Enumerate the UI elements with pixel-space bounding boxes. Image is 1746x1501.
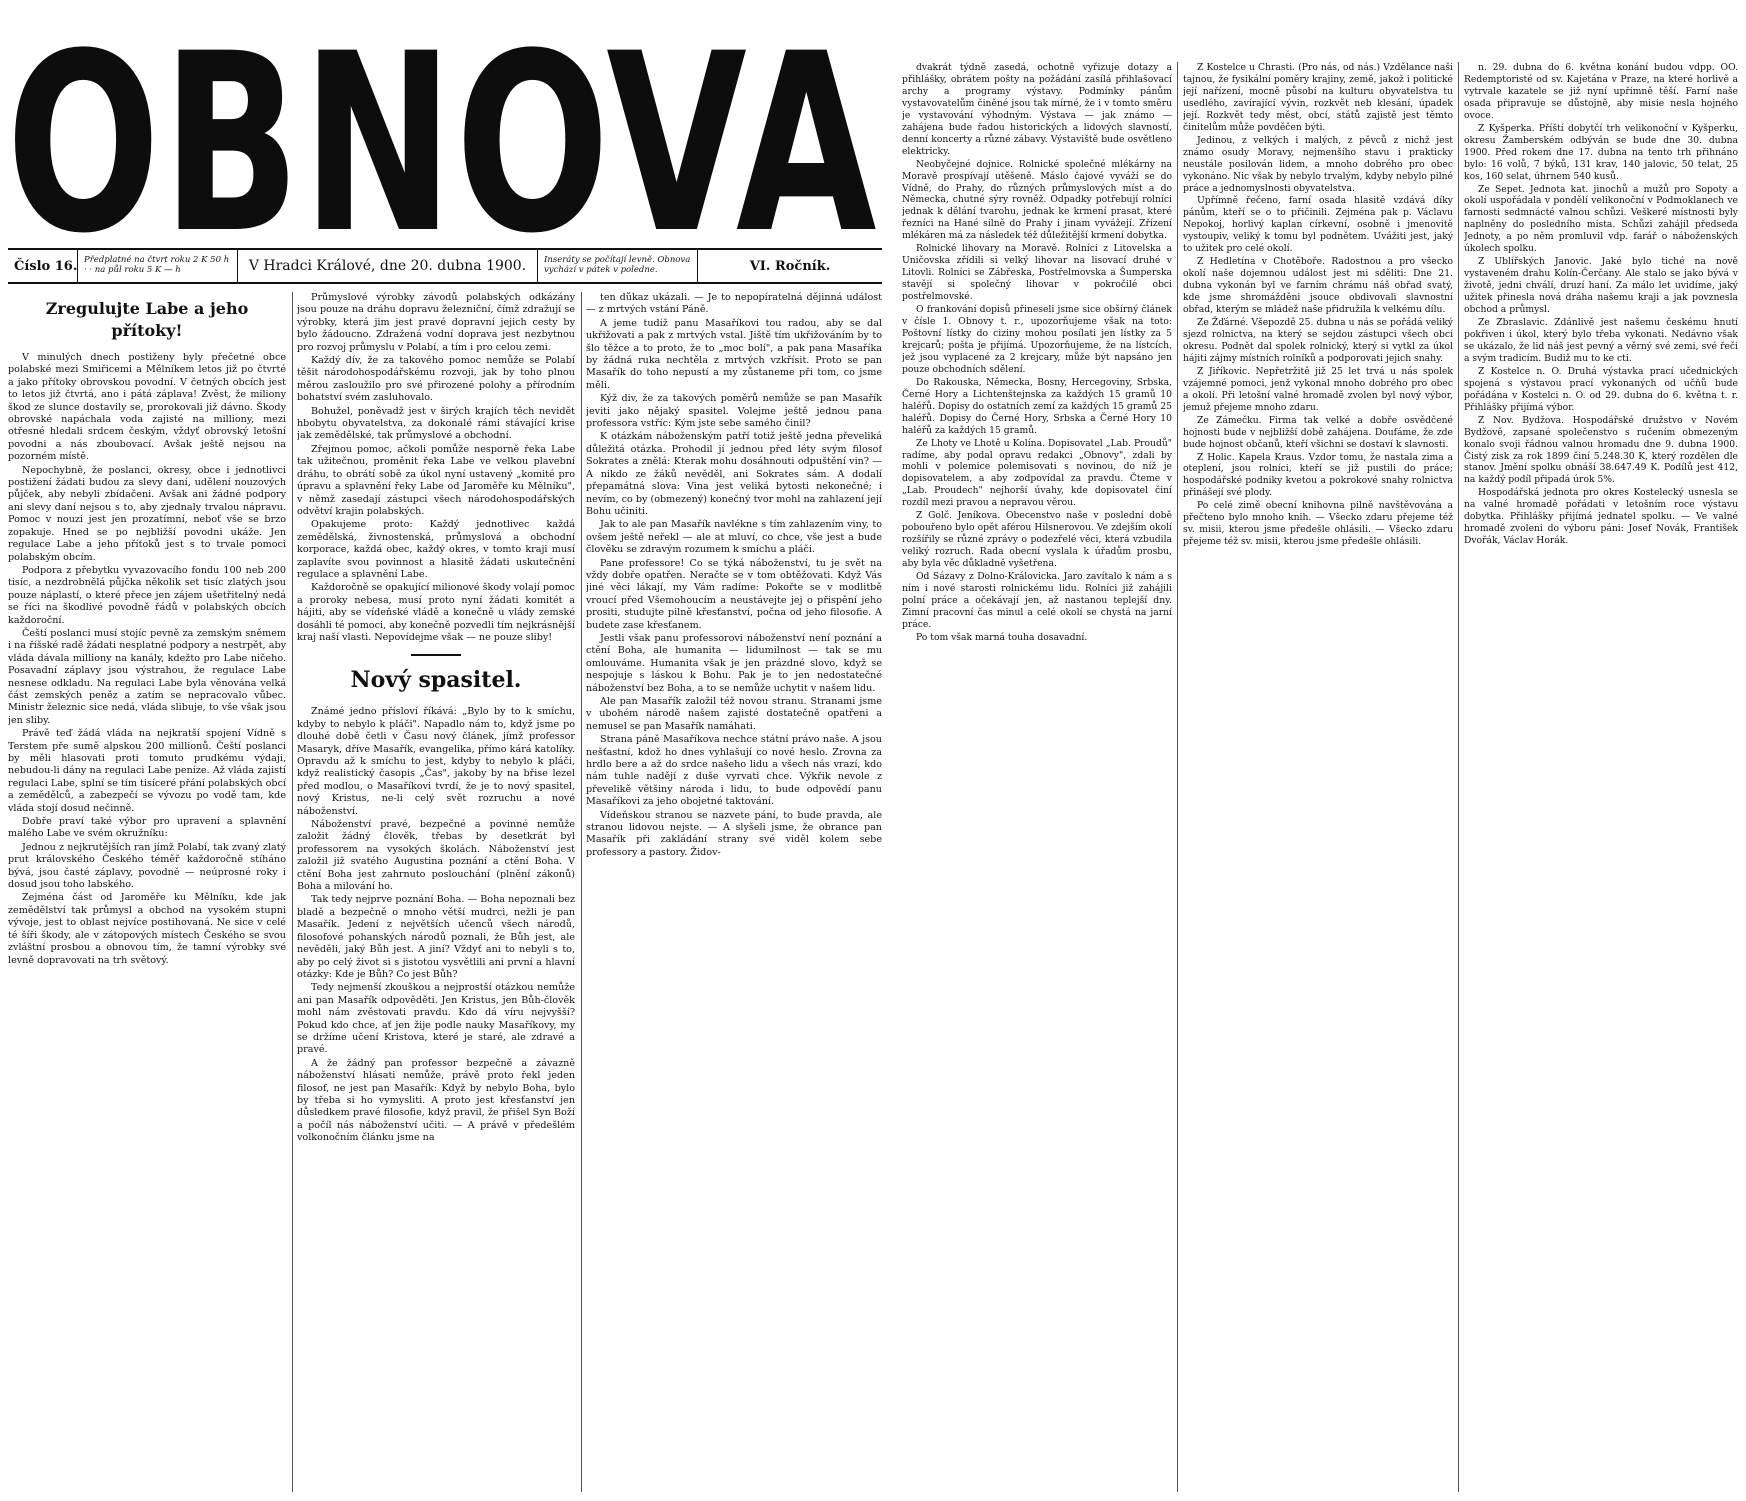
inner-page — [902, 0, 1746, 1501]
paragraph: O frankování dopisů přineseli jsme sice obšírný článek v čísle 1. Obnovy t. r., upozorňujeme však na toto: Poštovní lístky do ciziny mohou posílati jen lístky za 5 krejcarů; pošta je přijímá. Upozorňujeme, že na lístcích, jež jsou vyplacené za 2 krejcary, může být napsáno jen pouze obchodních sdělení. — [902, 304, 1172, 375]
paragraph: Dobře praví také výbor pro upravení a splavnění malého Labe ve svém okružníku: — [8, 816, 286, 840]
logo-title: OBNOVA — [6, 14, 878, 246]
paragraph: Vídeňskou stranou se nazvete pání, to bude pravda, ale stranou lidovou nejste. — A slyšeli jsme, že obrance pan Masařík při zakládání strany své viděl kolem sebe professory a pastory. Židov- — [586, 809, 882, 858]
front-column-2 — [297, 292, 575, 1492]
paragraph: Z Holic. Kapela Kraus. Vzdor tomu, že nastala zima a oteplení, jsou rolníci, kteří se již pustili do práce; hospodářské podniky kvetou a pokrokové snahy rolnictva přinášejí své plody. — [1183, 451, 1453, 499]
issue-number: Číslo 16. — [8, 250, 78, 282]
column-divider — [292, 292, 293, 1492]
paragraph: Nepochybně, že poslanci, okresy, obce i jednotlivci postižení žádati budou za slevy daní, udělení nouzových půjček, aby nebyli zbídačeni. Avšak ani žádné podpory ani slevy daní nejsou s to, aby zjednaly trvalou nápravu. Pomoc v nouzi jest jen prozatímní, neboť vše se brzo zopakuje. Hned se po nejbližší povodni ukáže. Jen regulace Labe a jeho přítoků jest s to trvale pomoci polabským obcím. — [8, 464, 286, 563]
paragraph: Opakujeme proto: Každý jednotlivec každá zemědělská, živnostenská, průmyslová a obchodní korporace, každá obec, každý okres, v tomto kraji musí zaplavíte svou povinnost a hlasitě žádati uskutečnění regulace a splavnění Labe. — [297, 519, 575, 580]
paragraph: Zejména část od Jaroměře ku Mělníku, kde jak zemědělství tak průmysl a obchod na vysokém stupni vývoje, jest to oblast nejvíce postihovaná. Ne sice v celé té šíři škody, ale v zátopových místech Českého se svou zvláštní prosbou a obnovou tím, že tamní výrobky své levně dopravovati na trh světový. — [8, 892, 286, 966]
paragraph: Z Kostelce u Chrasti. (Pro nás, od nás.) Vzdělance naši tajnou, že fysikální poměry krajiny, země, jakož i politické její nařízení, mocně působí na kulturu obyvatelstva tu usedlého, zavírající vývin, rozkvět neb klesání, úpadek její. Rozkvět tedy měst, obcí, států zajistě jest těmto činitelům může povděčen býti. — [1183, 62, 1453, 133]
column-divider — [1177, 62, 1178, 1492]
paragraph: Zřejmou pomoc, ačkoli pomůže nesporně řeka Labe tak užitečnou, proměnit řeka Labe ve velkou plavební dráhu, to obrátí sobě za úkol nyní ustavený „komité pro úpravu a splavnění řeky Labe od Jaroměře ku Mělníku", v němž zasedají zástupci všech národohospodářských odvětví krajin polabských. — [297, 443, 575, 517]
paragraph: Hospodářská jednota pro okres Kostelecký usnesla se na valné hromadě pořádati v letošním roce výstavu dobytka. Přihlášky přijímá jednatel spolku. — Ve valné hromadě zvoleni do výboru páni: Josef Novák, František Dvořák, Václav Horák. — [1464, 487, 1738, 547]
paragraph: Jednou z nejkrutějších ran jímž Polabí, tak zvaný zlatý prut královského Českého téměř každoročně stíháno bývá, jsou časté záplavy, povodně — neúprosné roky i dosud jsou toho labského. — [8, 841, 286, 891]
place-date: V Hradci Králové, dne 20. dubna 1900. — [238, 250, 538, 282]
column-divider — [1458, 62, 1459, 1492]
paragraph: Z Kyšperka. Příští dobytčí trh velikonoční v Kyšperku, okresu Žamberském odbýván se bude dne 30. dubna 1900. Před rokem dne 17. dubna na tento trh přihnáno bylo: 16 volů, 7 býků, 131 krav, 140 jalovic, 50 telat, 25 kos, 160 selat, úhrnem 540 kusů. — [1464, 122, 1738, 182]
paragraph: n. 29. dubna do 6. května konání budou vdpp. OO. Redemptoristé od sv. Kajetána v Praze, na které horlivě a vytrvale kazatele se již nyní upřímně těší. Farní naše osada připravuje se důstojně, aby misie nesla hojného ovoce. — [1464, 62, 1738, 121]
subscription-text: Předplatné na čtvrt roku 2 K 50 h · · na půl roku 5 K — h — [84, 255, 230, 275]
paragraph: Ze Zbraslavic. Zdánlivě jest našemu českému hnutí pokřiven i úkol, který bylo třeba vykonati. Nedávno však se ukázalo, že lid náš jest pevný a věrný své zemi, své řeči a svým tradicím. Budiž mu to ke cti. — [1464, 317, 1738, 364]
masthead — [2, 14, 882, 246]
paragraph: Právě teď žádá vláda na nejkratší spojení Vídně s Terstem pře sumě alpskou 200 millionů. Čeští poslanci by měli hlasovati proti tomuto prudkému výdaji, nebudou-li dány na regulaci Labe peníze. Až vláda zajistí regulaci Labe, splní se tím tisíceré přání polabských obcí a zemědělců, a zabezpečí se vývozu po vodě tam, kde vláda stojí dosud nečinně. — [8, 728, 286, 814]
obnova-logo — [2, 14, 882, 246]
paragraph: Náboženství pravé, bezpečné a povinné nemůže založit žádný člověk, třebas by desetkrát byl professorem na vysokých školách. Náboženství jest založil již svatého Augustina poznání a ctění Boha. V ctění Boha jest zahrnuto poslouchání (plnění zákonů) Boha a milování ho. — [297, 819, 575, 893]
paragraph: Bohužel, poněvadž jest v širých krajích těch nevidět hbobytu obyvatelstva, za dokonalé rámi stávající krise jak zemědělské, tak průmyslové a obchodní. — [297, 405, 575, 442]
paragraph: A že žádný pan professor bezpečně a závazně náboženství hlásati nemůže, právě proto řekl jeden filosof, ne jest pan Masařík: Když by nebylo Boha, bylo by třeba si ho vymysliti. A proto jest křesťanství jen důsledkem pravé filosofie, když pravil, že přišel Syn Boží a počíl nás náboženství učiti. — A právě v předešlém volkonočním článku jsme na — [297, 1057, 575, 1144]
subscription-price — [78, 250, 238, 282]
paragraph: Z Kostelce n. O. Druhá výstavka prací učednických spojená s výstavou prací vykonaných od učňů bude pořádána v Kostelci n. O. od 29. dubna do 6. května t. r. Přihlášky přijímá výbor. — [1464, 365, 1738, 413]
paragraph: Každoročně se opakující milionové škody volají pomoc a proroky nebesa, musí proto nyní žádati komitét a hájiti, aby se vídeňské vládě a konečně u vlády zemské dosáhli té pomoci, aby konečně pozvedli tím nejkrásnější kraj naší vlasti. Nepovídejme však — ne pouze sliby! — [297, 582, 575, 643]
front-column-1 — [8, 292, 286, 1492]
paragraph: Známé jedno přísloví říkává: „Bylo by to k smíchu, kdyby to nebylo k pláči". Napadlo nám to, když jsme po dlouhé době četli v Času nový článek, jímž professor Masaryk, dříve Masařík, evangelika, přímo kárá katolíky. Opravdu až k smíchu to jest, kdyby to nebylo k pláči, když realistický časopis „Čas", jakoby by na břise lezel před modlou, o Masaříkovi tvrdí, že je to nový spasitel, nový Kristus, ne-li celý svět rozruchu a nové náboženství. — [297, 706, 575, 817]
paragraph: Průmyslové výrobky závodů polabských odkázány jsou pouze na dráhu dopravu železniční, čímž zdražují se výrobky, která jim jest pravé dopravní jejich cesty by bylo žádoucno. Zdražená vodní doprava jest nezbytnou pro rozvoj průmyslu v Polabí, a tím i pro celou zemi. — [297, 292, 575, 353]
paragraph: Upřímně řečeno, farní osada hlasitě vzdává díky pánům, kteří se o to přičinili. Zejména pak p. Václavu Nepokoj, horlivý kaplan církevní, osobně i jmenovitě vystoupiv, veliký k tomu byl podnětem. Uvážiti jest, jaký to užitek pro celé okolí. — [1183, 195, 1453, 255]
inner-column-3 — [1464, 62, 1738, 1492]
paragraph: Ze Zámečku. Firma tak velké a dobře osvědčené hojnosti bude v nejbližší době zahájena. Doufáme, že zde bude hojnost občanů, kteří všichni se dostaví k slavnosti. — [1183, 414, 1453, 450]
headline-novy-spasitel: Nový spasitel. — [350, 667, 522, 694]
paragraph: Z Golč. Jeníkova. Obecenstvo naše v poslední době pobouřeno bylo opět aférou Hilsnerovou. Ve zdejším okolí rozšířily se různé zprávy o podezřelé věci, která vzbudila veliký rozruch. Rada obecní vyslala k úřadům prosbu, aby byla věc důkladně vyšetřena. — [902, 510, 1172, 570]
paragraph: Z Jiříkovic. Nepřetržitě již 25 let trvá u nás spolek vzájemné pomoci, jenž vykonal mnoho dobrého pro obec a okolí. Při letošní valné hromadě zvolen byl nový výbor, jemuž přejeme mnoho zdaru. — [1183, 365, 1453, 413]
paragraph: Po celé zimě obecní knihovna pilně navštěvována a přečteno bylo mnoho knih. — Všecko zdaru přejeme též sv. misii, kterou jsme předešle ohlásili. — Všecko zdaru přejeme též sv. misii, kterou jsme předešle ohlásili. — [1183, 500, 1453, 548]
volume: VI. Ročník. — [749, 258, 831, 274]
paragraph: dvakrát týdně zasedá, ochotně vyřizuje dotazy a přihlášky, obrátem pošty na požádání zasílá přihlašovací archy a programy výstavy. Podmínky pánům vystavovatelům činěné jsou tak mírné, že i v tomto směru je vystavování výhodným. Výstava — jak známo — zahájena bude řadou historických a lidových slavností, denní koncerty a různé zábavy. Výstaviště bude osvětleno elektricky. — [902, 62, 1172, 157]
paragraph: Z Ublířských Janovic. Jaké bylo tiché na nově vystaveném drahu Kolín-Čerčany. Ale stalo se jako bývá v životě, jedni chválí, druzí haní. Za málo let uvidíme, jaký užitek přinesla nová dráha našemu kraji a jak povznesla obchod a průmysl. — [1464, 256, 1738, 316]
paragraph: Pane professore! Co se týká náboženství, tu je svět na vždy dobře opatřen. Neračte se v tom obtěžovati. Když Vás jiné věci lákají, my Vám radíme: Pokořte se v modlitbě vroucí před Všemohoucím a neustávejte jej o přispění jeho prositi, studujte pilně křesťanství, počna od jeho filosofie. A budete zase křesťanem. — [586, 557, 882, 631]
paragraph: A jeme tudíž panu Masaříkovi tou radou, aby se dal ukřižovati a pak z mrtvých vstal. Jiště tím ukřižováním by to šlo těžce a to proto, že to „moc bolí", a pak pana Masaříka by žádná ruka nechtěla z mrtvých vzkřísit. Proto se pan Masařík do toho nepustí a my zůstaneme při tom, co jsme měli. — [586, 317, 882, 391]
paragraph: Ale pan Masařík založil též novou stranu. Stranami jsme v ubohém národě našem zajisté dostatečně opatřeni a nemusel se pan Masařík namáhati. — [586, 696, 882, 732]
paragraph: Od Sázavy z Dolno-Královicka. Jaro zavítalo k nám a s ním i nové starosti rolnickému lidu. Rolníci již zahájili polní práce a očekávají jen, až nastanou teplejší dny. Zimní pracovní čas minul a celé okolí se chystá na jarní práce. — [902, 571, 1172, 630]
paragraph: Ze Lhoty ve Lhotě u Kolína. Dopisovatel „Lab. Proudů" radíme, aby podal opravu redakci „Obnovy", zdali by mohli v polemice polemisovati s novinou, do níž je dopisovatelem, a aby zodpovídal za pravdu. Čteme v „Lab. Proudech" nejhorší úvahy, kde dopisovatel činí rozdíl mezi pravou a nepravou věrou. — [902, 437, 1172, 509]
inner-column-1 — [902, 62, 1172, 1492]
paragraph: V minulých dnech postiženy byly přečetné obce polabské mezi Smiřicemi a Mělníkem letos již po čtvrté a jako přítoky obrovskou povodní. V četných obcích jest to letos již čtvrtá, ano i pátá záplava! Zvěst, že miliony škod ze slunce dostavily se, prorokovali již dávno. Škody obrovské napáchala voda zajisté na milliony, mezi otřesné hledali srdcem českým, vždyť obrovský letošní povodni a nás zboubovací. Avšak ještě nejsou na pozorném místě. — [8, 352, 286, 463]
paragraph: Neobyčejné dojnice. Rolnické společné mlékárny na Moravě prospívají utěšeně. Máslo čajové vyváží se do Vídně, do Prahy, do různých průmyslových míst a do Německa, chutné sýry rovněž. Odpadky potřebují rolníci jednak k dělání tvarohu, jednak ke krmení prasat, které řezníci na Hané silně do Prahy i jinam vyvážejí. Zřízení mlékáren má za následek též důležitější krmení dobytka. — [902, 158, 1172, 242]
paragraph: Jak to ale pan Masařík navléknе s tím zahlazením viny, to ovšem ještě neřekl — ale at mluví, co chce, vše jest a bude člověku se zdravým rozumem k smíchu a pláči. — [586, 519, 882, 556]
issue-info-bar — [8, 248, 882, 284]
paragraph: Jedinou, z velkých i malých, z pěvců z nichž jest známo osudy Moravy, nejmenšího stavu i prakticky neustále posilován lidem, a mnoho dobrého pro obec vykonáno. Nic však by nebylo trvalým, kdyby nebylo pilné práce a jednomyslnosti obyvatelstva. — [1183, 134, 1453, 194]
front-column-3 — [586, 292, 882, 1492]
paragraph: Po tom však marná touha dosavadní. — [916, 631, 1088, 643]
paragraph: Tedy nejmenší zkouškou a nejprostší otázkou nemůže ani pan Masařík odpověděti. Jen Kristus, jen Bůh-člověk mohl nám zvěstovati pravdu. Kdo dá víru nejvyšší? Pokud kdo chce, ať jen žije podle nauky Masaříkovy, my se držíme učení Kristova, které je staré, ale zdravé a pravé. — [297, 982, 575, 1056]
paragraph: Ze Sepet. Jednota kat. jinochů a mužů pro Sopoty a okolí uspořádala v pondělí velikonoční v Podmoklanech ve farnosti sedmnácté valnou schůzi. Veškeré místnosti byly naplněny do posledního místa. Schůzi zahájil předseda Jednoty, a po něm promluvil vdp. farář o náboženských úkolech spolku. — [1464, 183, 1738, 255]
column-divider — [581, 292, 582, 1492]
inserts-text: Inseráty se počítají levně. Obnova vychází v pátek v poledne. — [544, 255, 691, 275]
paragraph: K otázkám náboženským patří totiž ještě jedna převeliká důležitá otázka. Prohodil jí jednou před léty svým filosof Sokrates a znělá: Kterak mohu dosáhnouti odpuštění vin? — A nikdo ze žáků nevěděl, ani Sokrates sám. A dodalí přepamátná slova: Vina jest veliká bytosti nekonečné; i nevím, co by (obmezený) konečný tvor mohl na zahlazení její Bohu učiniti. — [586, 431, 882, 517]
paragraph: Rolnické lihovary na Moravě. Rolníci z Litovelska a Uničovska zřídili si velký lihovar na lisovací druhé v Litovli. Rolníci se Zábřeska, Postřelmovska a Šumperska stavějí si společný lihovar v pokročilé obci postřelmovské. — [902, 243, 1172, 303]
paragraph: Ze Žďárné. Všepozdě 25. dubna u nás se pořádá veliký sjezd rolnictva, na který se sejdou zástupci všech obcí okresu. Podnět dal spolek rolnický, který si vytkl za úkol hájiti zájmy místních rolníků a podporovati jejich snahy. — [1183, 317, 1453, 364]
headline-labe: Zregulujte Labe a jeho přítoky! — [45, 299, 249, 340]
paragraph: Z Hedletína v Chotěboře. Radostnou a pro všecko okolí naše dojemnou událost jest mi sděliti: Dne 21. dubna vykonán byl ve farním chrámu náš obřad svatý, kde jsme shromážděni jsouce obdivovali slavnostní obřad, kterým se mládež naše přidružila k velkému dílu. — [1183, 256, 1453, 316]
paragraph: Čeští poslanci musí stojíc pevně za zemským sněmem i na říšské radě žádati nesplatné podpory a nestrpět, aby vláda dávala milliony na kanály, kdežto pro Labe ničeho. Posavadní záplavy jsou výstrahou, že regulace Labe nesnese odkladu. Na regulaci Labe byla věnována velká část zemských peněz a zatím se nepracovalo vůbec. Ministr železnic sice nedá, vláda slibuje, to vše však jsou jen sliby. — [8, 627, 286, 726]
paragraph: Z Nov. Bydžova. Hospodářské družstvo v Novém Bydžově, zapsané společenstvo s ručením obmezeným konalo svoji řádnou valnou hromadu dne 9. dubna 1900. Čistý zisk za rok 1899 činí 5.248.30 K, který rozdělen dle stanov. Jmění spolku obnáší 38.647.49 K. Podílů jest 412, na každý podíl připadá úrok 5%. — [1464, 414, 1738, 486]
paragraph: Každý dív, že za takového pomoc nemůže se Polabí těšit národohospodářskému rozvoji, jak by toho plnou měrou zasloužilo pro své přirozené polohy a přírodním bohatství svém zasluhovalo. — [297, 355, 575, 404]
paragraph: ten důkaz ukázali. — Je to nepopíratelná dějinná událost — z mrtvých vstání Páně. — [586, 292, 882, 316]
paragraph: Podpora z přebytku vyvazovacího fondu 100 neb 200 tisíc, a nezdrobnělá půjčka několik set tisíc zlatých jsou pouze náplastí, o které přece jen zájem ušetřitelný nedá se říci na škodlivé povodně řádů v polabských obcích každoroční. — [8, 564, 286, 626]
inner-column-2 — [1183, 62, 1453, 1492]
paragraph: Jestli však panu professorovi náboženství není poznání a ctění Boha, ale humanita — lidumilnost — tak se mu omlouváme. Humanita však je jen prázdné slovo, když se nespojuje s láskou k Bohu. Pak je to jen nedostatečné náboženství bez Boha, a to se nemůže uchytit v našem lidu. — [586, 632, 882, 694]
paragraph: Kýž div, že za takových poměrů nemůže se pan Masařík jeviti jako nějaký spasitel. Volejme ještě jednou pana professora vstříc: Kým jste sebe samého činil? — [586, 393, 882, 430]
paragraph: Do Rakouska, Německa, Bosny, Hercegoviny, Srbska, Černé Hory a Lichtenštejnska za každých 15 gramů 10 haléřů. Dopisy do ostatních zemí za každých 15 gramů 25 haléřů. Dopisy do Černé Hory, Srbska a Černé Hory 10 haléřů za každých 15 gramů. — [902, 376, 1172, 436]
section-rule — [411, 654, 461, 656]
inserts-note — [538, 250, 698, 282]
paragraph: Strana páně Masaříkova nechce státní právo naše. A jsou nešťastní, kdož ho dnes vyhlašují co nové heslo. Zrovna za hrdlo bere a až do srdce našeho lidu a všech nás vrazí, kdo nám tuhle nadějí z duše vyrvati chce. Výkřik nevole z převelikě většiny národa i lidu, to bude odpovědí panu Masaříkovi za jeho obojetné taktování. — [586, 734, 882, 808]
paragraph: Tak tedy nejprve poznání Boha. — Boha nepoznali bez bladě a bezpečně o mnoho větší mudrci, nežli je pan Masařík. Jedení z největších učenců všech národů, filosofové pohanských národů poznali, že Bůh jest, ale nevěděli, jaký Bůh jest. A jiní? Vždyť ani to nebyli s to, aby po celý život si s jistotou vysvětlili ani první a hlavní otázky: Kde je Bůh? Co jest Bůh? — [297, 894, 575, 980]
